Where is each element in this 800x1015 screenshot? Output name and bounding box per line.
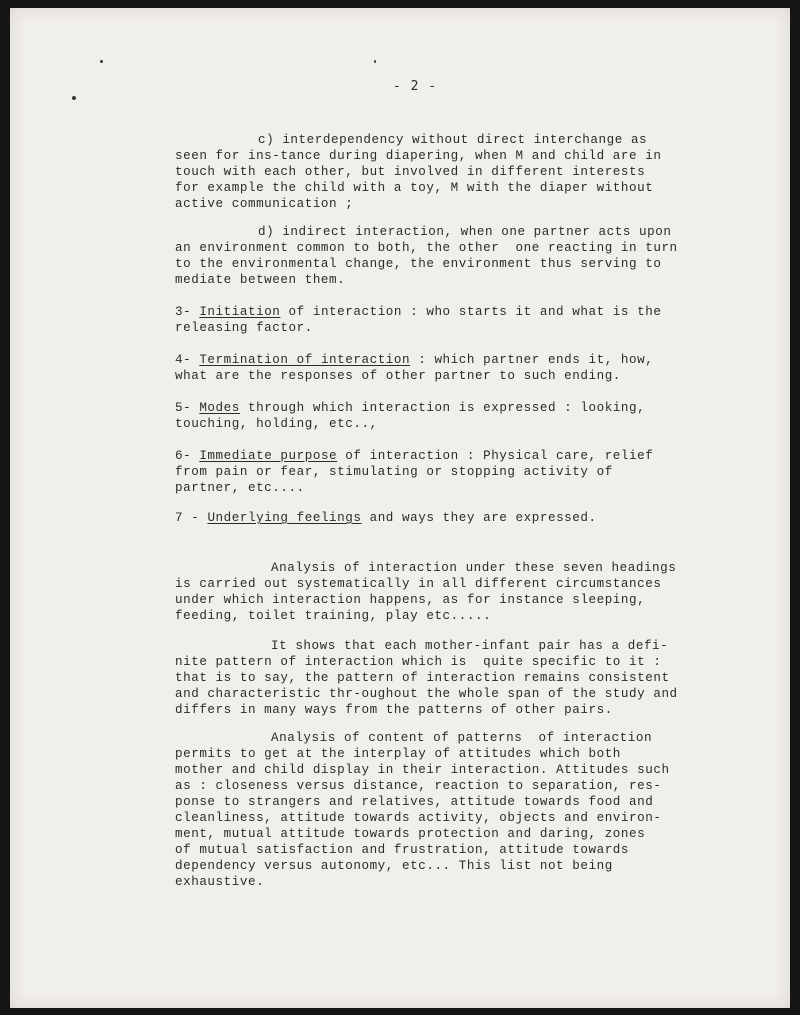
item-3-number: 3-: [175, 305, 192, 319]
document-page: [10, 8, 790, 1008]
item-6-line: [175, 449, 653, 465]
content-paragraph-line: of mutual satisfaction and frustration, attitude towards: [175, 843, 630, 857]
item-3-heading: Initiation: [199, 305, 281, 319]
item-5-number: 5-: [175, 401, 192, 415]
item-7-number: 7 -: [175, 511, 200, 525]
item-5-text: through which interaction is expressed : looking,: [239, 401, 646, 415]
item-6-line2: from pain or fear, stimulating or stopping activity of: [175, 465, 613, 479]
item-4-heading: Termination of interaction: [199, 353, 411, 367]
item-6-number: 6-: [175, 449, 192, 463]
analysis-paragraph-line: under which interaction happens, as for instance sleeping,: [175, 593, 646, 607]
analysis-paragraph-line: is carried out systematically in all different circumstances: [175, 577, 662, 591]
ink-speck: [100, 60, 103, 63]
paragraph-d-line: an environment common to both, the other one reacting in turn: [175, 241, 678, 255]
item-4-line2: what are the responses of other partner to such ending.: [175, 369, 621, 383]
item-7-line: [175, 511, 597, 527]
content-paragraph-line: as : closeness versus distance, reaction to separation, res-: [175, 779, 662, 793]
page-number: - 2 -: [393, 79, 438, 94]
item-4-text: : which partner ends it, how,: [410, 353, 654, 367]
item-5-line2: touching, holding, etc..,: [175, 417, 378, 431]
ink-speck: [72, 96, 76, 100]
item-3-text: of interaction : who starts it and what is the: [280, 305, 662, 319]
pattern-paragraph-line: differs in many ways from the patterns of other pairs.: [175, 703, 613, 717]
item-4-line: [175, 353, 653, 369]
paragraph-c-line: c) interdependency without direct interchange as: [258, 133, 648, 147]
item-5-heading: Modes: [199, 401, 240, 415]
item-6-text: of interaction : Physical care, relief: [337, 449, 654, 463]
item-6-line3: partner, etc....: [175, 481, 305, 495]
paragraph-c-line: active communication ;: [175, 197, 354, 211]
paragraph-c-line: touch with each other, but involved in different interests: [175, 165, 646, 179]
item-7-text: and ways they are expressed.: [361, 511, 597, 525]
pattern-paragraph-line: nite pattern of interaction which is quite specific to it :: [175, 655, 662, 669]
content-paragraph-line: ment, mutual attitude towards protection and daring, zones: [175, 827, 646, 841]
item-5-line: [175, 401, 645, 417]
pattern-paragraph-line: It shows that each mother-infant pair has a defi-: [271, 639, 669, 653]
pattern-paragraph-line: that is to say, the pattern of interaction remains consistent: [175, 671, 670, 685]
pattern-paragraph-line: and characteristic thr-oughout the whole span of the study and: [175, 687, 678, 701]
content-paragraph-line: ponse to strangers and relatives, attitude towards food and: [175, 795, 654, 809]
item-3-line: [175, 305, 661, 321]
paragraph-c-line: for example the child with a toy, M with the diaper without: [175, 181, 654, 195]
analysis-paragraph-line: Analysis of interaction under these seven headings: [271, 561, 677, 575]
content-paragraph-line: cleanliness, attitude towards activity, objects and environ-: [175, 811, 662, 825]
item-3-line2: releasing factor.: [175, 321, 313, 335]
paragraph-c-line: seen for ins-tance during diapering, when M and child are in: [175, 149, 662, 163]
paragraph-d-line: to the environmental change, the environment thus serving to: [175, 257, 662, 271]
analysis-paragraph-line: feeding, toilet training, play etc.....: [175, 609, 492, 623]
content-paragraph-line: exhaustive.: [175, 875, 265, 889]
ink-speck: [374, 60, 376, 63]
item-7-heading: Underlying feelings: [207, 511, 362, 525]
content-paragraph-line: permits to get at the interplay of attitudes which both: [175, 747, 621, 761]
item-4-number: 4-: [175, 353, 192, 367]
paragraph-d-line: mediate between them.: [175, 273, 346, 287]
paragraph-d-line: d) indirect interaction, when one partner acts upon: [258, 225, 672, 239]
content-paragraph-line: Analysis of content of patterns of interaction: [271, 731, 653, 745]
content-paragraph-line: dependency versus autonomy, etc... This list not being: [175, 859, 613, 873]
item-6-heading: Immediate purpose: [199, 449, 338, 463]
content-paragraph-line: mother and child display in their interaction. Attitudes such: [175, 763, 670, 777]
